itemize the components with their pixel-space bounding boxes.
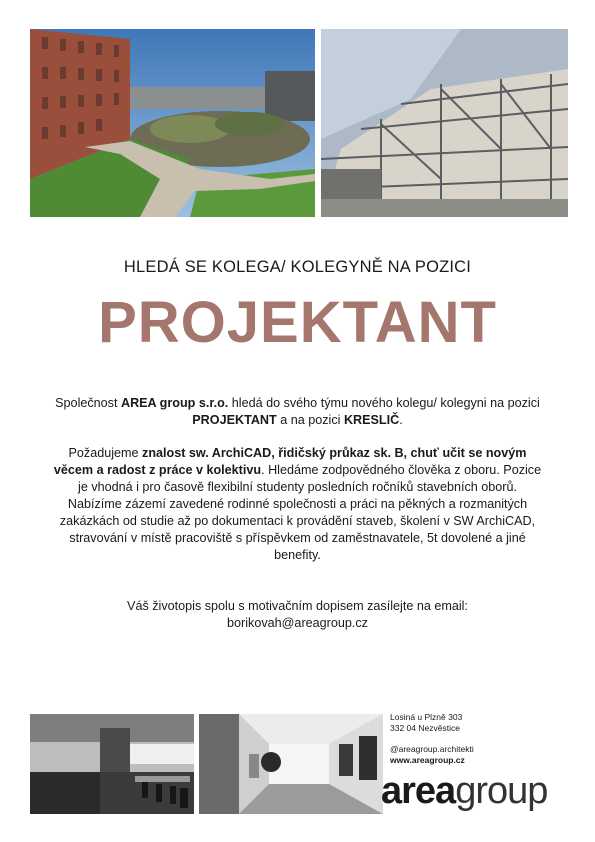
intro-text: Společnost <box>55 396 121 410</box>
logo-area-text: area <box>381 770 456 812</box>
company-name: AREA group s.r.o. <box>120 396 229 410</box>
intro-text: a na pozici <box>276 413 344 427</box>
requirements-text: . Hledáme zodpovědného člověka z oboru. Pozice je vhodná i pro časově flexibilní studenty posledních ročníků stavebních oborů. Nabízíme zázemí zavedené rodinné společnosti a práci na pěkných a rozmanitých zakázkách od studie až po dokumentaci k provádění staveb, školení v SW ArchiCAD, stravování v místě pracoviště s příspěvkem od zaměstnavatele, 5t dovolené a jiné benefity. <box>59 463 542 562</box>
required-skills: znalost sw. ArchiCAD, řidičský průkaz sk. B, chuť učit se novým věcem a radost z práce v kolektivu <box>53 446 527 477</box>
position-title: PROJEKTANT <box>98 290 497 355</box>
role-kreslic: KRESLIČ <box>343 413 400 427</box>
contact-email[interactable]: borikovah@areagroup.cz <box>227 616 368 630</box>
steel-structure-photo <box>321 29 568 217</box>
logo-group-text: group <box>455 770 548 812</box>
intro-paragraph <box>52 395 543 429</box>
gallery-corridor-photo <box>199 714 383 814</box>
courtyard-garden-photo <box>30 29 315 217</box>
address-line-1: Losiná u Plzně 303 <box>390 712 463 722</box>
address-line-2: 332 04 Nezvěstice <box>390 723 460 733</box>
website-link[interactable]: www.areagroup.cz <box>390 755 465 765</box>
requirements-text: Požadujeme <box>68 446 143 460</box>
requirements-paragraph <box>52 445 543 564</box>
position-subheading: HLEDÁ SE KOLEGA/ KOLEGYNĚ NA POZICI <box>123 258 472 276</box>
areagroup-logo <box>381 770 571 812</box>
instagram-handle[interactable]: @areagroup.architekti <box>390 744 474 754</box>
role-projektant: PROJEKTANT <box>192 413 277 427</box>
application-paragraph <box>52 598 543 632</box>
intro-text: hledá do svého týmu nového kolegu/ kolegyni na pozici <box>228 396 540 410</box>
contact-block <box>390 712 570 766</box>
office-interior-photo <box>30 714 194 814</box>
application-text: Váš životopis spolu s motivačním dopisem zasílejte na email: <box>127 599 468 613</box>
intro-text: . <box>399 413 403 427</box>
